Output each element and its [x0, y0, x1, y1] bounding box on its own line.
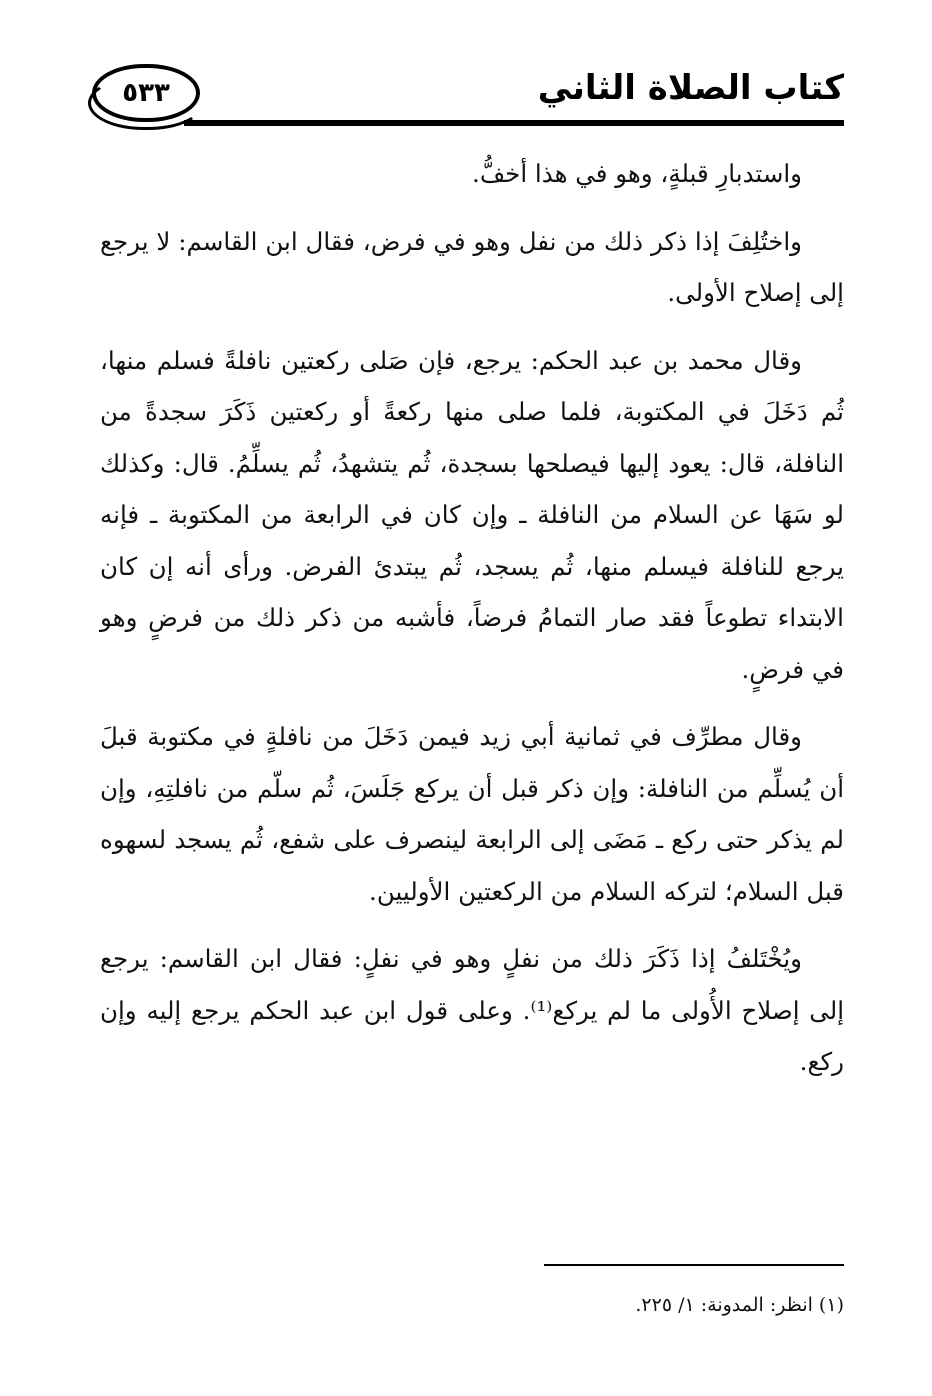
page-header	[92, 58, 844, 128]
footnotes	[100, 1288, 844, 1322]
footnote-1: (١) انظر: المدونة: ١/ ٢٢٥.	[635, 1294, 844, 1316]
main-text	[100, 148, 844, 1104]
page-number-oval	[92, 64, 200, 122]
header-rule	[184, 120, 844, 126]
paragraph-5: ويُخْتَلفُ إذا ذَكَرَ ذلك من نفلٍ وهو في نفلٍ: فقال ابن القاسم: يرجع إلى إصلاح الأُولى ما لم يركع⁽¹⁾. وعلى قول ابن عبد الحكم يرجع إليه وإن ركع.	[100, 944, 844, 1076]
page-number: ٥٣٣	[122, 78, 170, 108]
book-title: كتاب الصلاة الثاني	[537, 68, 844, 108]
paragraph-4: وقال مطرِّف في ثمانية أبي زيد فيمن دَخَلَ من نافلةٍ في مكتوبة قبلَ أن يُسلِّم من النافلة: وإن ذكر قبل أن يركع جَلَسَ، ثُم سلّم من نافلتِهِ، وإن لم يذكر حتى ركع ـ مَضَى إلى الرابعة لينصرف على شفع، ثُم يسجد لسهوه قبل السلام؛ لتركه السلام من الركعتين الأوليين.	[100, 722, 844, 906]
paragraph-2: واختُلِفَ إذا ذكر ذلك من نفل وهو في فرض، فقال ابن القاسم: لا يرجع إلى إصلاح الأولى.	[100, 226, 844, 307]
footnote-divider	[544, 1264, 844, 1266]
paragraph-3: وقال محمد بن عبد الحكم: يرجع، فإن صَلى ركعتين نافلةً فسلم منها، ثُم دَخَلَ في المكتوبة، فلما صلى منها ركعةً أو ركعتين ذَكَرَ سجدةً من النافلة، قال: يعود إليها فيصلحها بسجدة، ثُم يتشهدُ، ثُم يسلِّمُ. قال: وكذلك لو سَهَا عن السلام من النافلة ـ وإن كان في الرابعة من المكتوبة ـ فإنه يرجع للنافلة فيسلم منها، ثُم يسجد، ثُم يبتدئ الفرض. ورأى أنه إن كان الابتداء تطوعاً فقد صار التمامُ فرضاً، فأشبه من ذكر ذلك من فرضٍ وهو في فرضٍ.	[100, 345, 844, 684]
paragraph-1: واستدبارِ قبلةٍ، وهو في هذا أخفُّ.	[472, 159, 802, 188]
